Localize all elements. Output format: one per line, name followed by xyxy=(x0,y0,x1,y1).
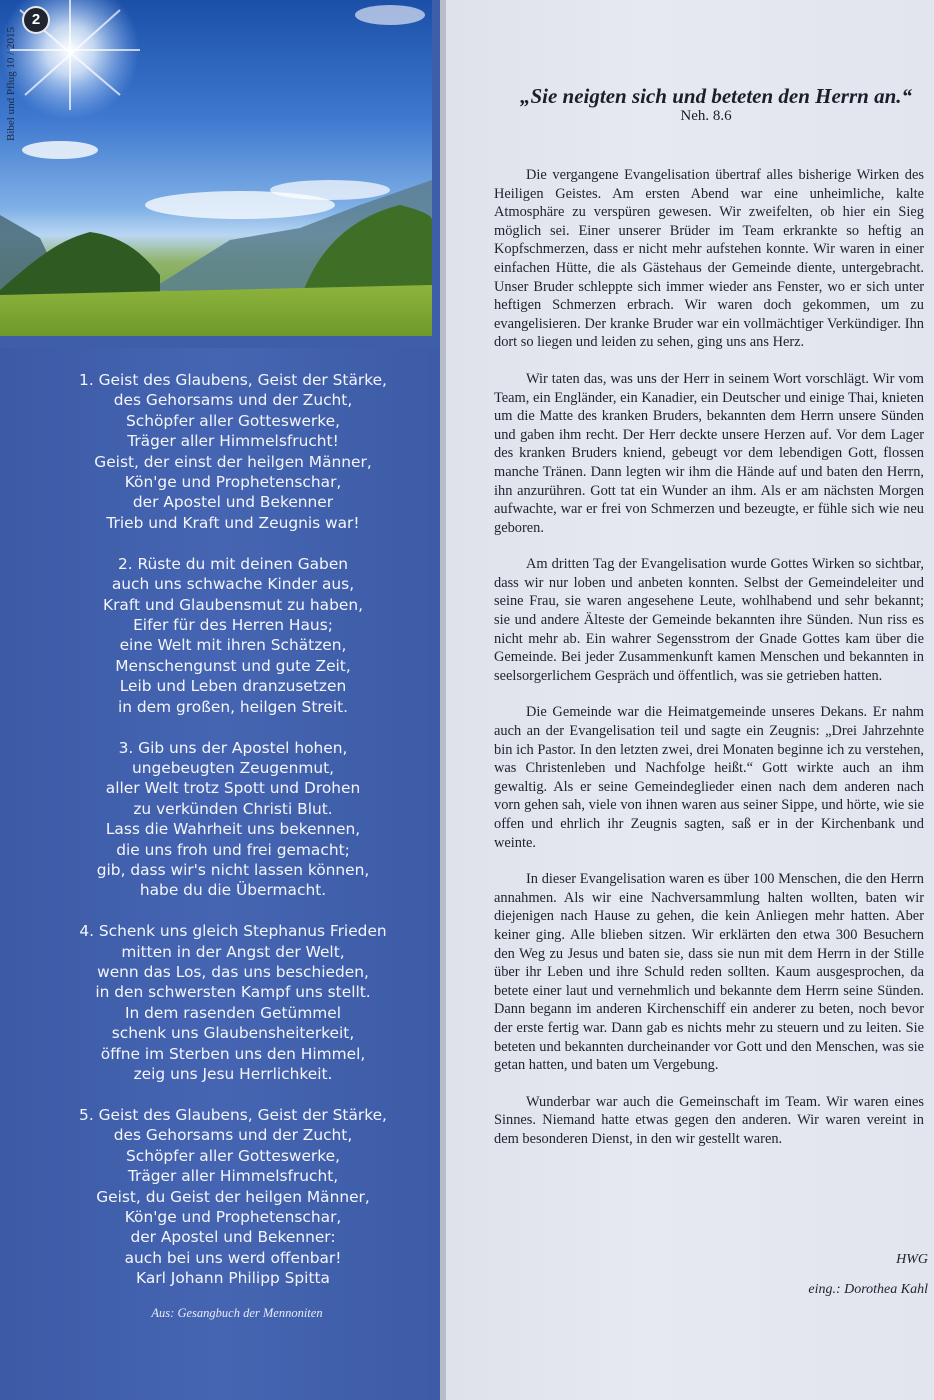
hymn-stanza-1 xyxy=(36,370,430,533)
hymn-line: aller Welt trotz Spott und Drohen xyxy=(105,779,361,798)
hymn-panel xyxy=(0,348,440,1400)
submitted-by: eing.: Dorothea Kahl xyxy=(808,1282,928,1297)
hymn-line: der Apostel und Bekenner: xyxy=(130,1228,336,1247)
hymn-line: Kraft und Glaubensmut zu haben, xyxy=(103,595,363,614)
hymn-line: öffne im Sterben uns den Himmel, xyxy=(100,1044,366,1063)
hymn-line: zeig uns Jesu Herrlichkeit. xyxy=(133,1065,333,1084)
hymn-text xyxy=(36,370,430,1289)
hymn-line: des Gehorsams und der Zucht, xyxy=(113,1126,353,1145)
hymn-line: wenn das Los, das uns beschieden, xyxy=(97,963,369,982)
hymn-line: mitten in der Angst der Welt, xyxy=(121,942,345,961)
hymn-line: ungebeugten Zeugenmut, xyxy=(131,758,335,777)
hymn-line: In dem rasenden Getümmel xyxy=(124,1003,342,1022)
hymn-line: Träger aller Himmelsfrucht, xyxy=(127,1167,339,1186)
hymn-stanza-3 xyxy=(36,738,430,901)
right-page xyxy=(446,0,934,1400)
hymn-line: schenk uns Glaubensheiterkeit, xyxy=(111,1024,355,1043)
hymn-line: Kön'ge und Prophetenschar, xyxy=(124,473,342,492)
article-paragraph: Wir taten das, was uns der Herr in seinem Wort vorschlägt. Wir vom Team, ein Engländer, ein Kanadier, ein Deutscher und einige Thai, knieten um die Matte des kranken Bruders, bekannten dem Herrn unsere Sünden und gaben ihm recht. Der Herr deckte unsere Herzen auf. Vor dem Lager des kranken Bruders kniend, gebeugt vor dem lebendigen Gott, flossen manche Tränen. Dann legten wir ihm die Hände auf und baten den Herrn, ihn anzurühren. Gott tat ein Wunder an ihm. Als er am nächsten Morgen aufwachte, war er frei von Schmerzen und bezeugte, er fühle sich wie neu geboren. xyxy=(494,370,924,536)
hymn-line: Schöpfer aller Gotteswerke, xyxy=(126,411,340,430)
article-paragraph: Wunderbar war auch die Gemeinschaft im Team. Wir waren eines Sinnes. Niemand hatte etwas gegen den anderen. Wir waren vereint in dem besonderen Dienst, in den wir gestellt waren. xyxy=(494,1093,924,1147)
hymn-source: Aus: Gesangbuch der Mennoniten xyxy=(151,1306,323,1320)
hymn-stanza-4 xyxy=(36,921,430,1084)
hymn-line: Leib und Leben dranzusetzen xyxy=(119,677,347,696)
hymn-line: auch bei uns werd offenbar! xyxy=(124,1248,342,1267)
magazine-caption: Bibel und Pflug 10 / 2015 xyxy=(5,27,17,141)
hymn-line: zu verkünden Christi Blut. xyxy=(133,799,333,818)
hymn-stanza-2 xyxy=(36,554,430,717)
landscape-illustration xyxy=(0,0,432,336)
hymn-line: Kön'ge und Prophetenschar, xyxy=(124,1208,342,1227)
hymn-line: Schöpfer aller Gotteswerke, xyxy=(126,1146,340,1165)
hymn-stanza-5 xyxy=(36,1105,430,1268)
hymn-line: der Apostel und Bekenner xyxy=(132,493,334,512)
page-number-badge: 2 xyxy=(24,8,48,32)
hymn-line: 1. Geist des Glaubens, Geist der Stärke, xyxy=(79,371,387,389)
hymn-line: Eifer für des Herren Haus; xyxy=(133,615,333,634)
bible-reference: Neh. 8.6 xyxy=(680,108,732,124)
hymn-line: 3. Gib uns der Apostel hohen, xyxy=(118,738,348,757)
article-paragraph: Die Gemeinde war die Heimatgemeinde unseres Dekans. Er nahm auch an der Evangelisation teil und sagte ein Zeugnis: „Drei Jahrzehnte bin ich Pastor. In den letzten zwei, drei Monaten beginne ich zu verstehen, was Christenleben und Nachfolge heißt.“ Gott wirkte auch an ihm gewaltig. Als er seine Gemeindeglieder einen nach dem anderen nach vorn gehen sah, viele von ihnen waren aus seiner Sippe, und hörte, wie sie offen und ehrlich ihr Zeugnis sagten, saß er in der Kirchenbank und weinte. xyxy=(494,704,924,851)
hymn-line: des Gehorsams und der Zucht, xyxy=(113,391,353,410)
hymn-line: auch uns schwache Kinder aus, xyxy=(111,575,355,594)
author-signature: HWG xyxy=(896,1252,928,1267)
hymn-line: eine Welt mit ihren Schätzen, xyxy=(119,636,347,655)
hymn-author: Karl Johann Philipp Spitta xyxy=(136,1269,330,1288)
article-paragraph: In dieser Evangelisation waren es über 100 Menschen, die den Herrn annahmen. Als wir eine Nachversammlung halten wollten, baten wir diejenigen nach Hause zu gehen, die kein Anliegen mehr hatten. Aber keiner ging. Alle blieben sitzen. Wir erklärten den etwa 300 Besuchern den Weg zu Jesus und baten sie, dass sie nun mit dem Herrn in der Stille über ihr Leben und ihre Schuld reden sollten. Kaum ausgesprochen, da betete einer laut und vernehmlich und bekannte dem Herrn seine Sünden. Dann begann im anderen Kirchenschiff ein anderer zu beten, noch bevor der erste fertig war. Dann gab es nichts mehr zu steuern und zu leiten. Sie beteten und bekannten durcheinander vor Gott und den Menschen, was sie getan hatten, und baten um Vergebung. xyxy=(494,871,924,1074)
hymn-line: Lass die Wahrheit uns bekennen, xyxy=(105,820,361,839)
left-page xyxy=(0,0,440,1400)
hymn-line: die uns froh und frei gemacht; xyxy=(116,840,350,859)
hymn-line: 5. Geist des Glaubens, Geist der Stärke, xyxy=(79,1106,387,1124)
article-paragraph: Am dritten Tag der Evangelisation wurde Gottes Wirken so sichtbar, dass wir nur loben und anbeten konnten. Selbst der Gemeindeleiter und seine Frau, sie waren angesehene Leute, wohlhabend und sehr bekannt; sie und andere Älteste der Gemeinde bekannten ihre Sünden. Nun riss es nicht mehr ab. Ein wahrer Segensstrom der Gnade Gottes kam über die Gemeinde. Bei jeder Zusammenkunft kamen Menschen und bekannten in seelsorgerlichem Gespräch und öffentlich, was sie getrieben hatten. xyxy=(494,556,924,684)
hymn-line: Menschengunst und gute Zeit, xyxy=(115,656,351,675)
article-paragraph: Die vergangene Evangelisation übertraf alles bisherige Wirken des Heiligen Geistes. Am ersten Abend war eine unheimliche, kalte Atmosphäre zu verspüren gewesen. Wir zweifelten, ob hier ein Sieg möglich sei. Einer unserer Brüder im Team erkrankte so heftig an Kopfschmerzen, dass er nicht mehr aufstehen konnte. Wir waren in einer einfachen Hütte, die als Gästehaus der Gemeinde diente, untergebracht. Unser Bruder schleppte sich immer wieder ans Fenster, wo er sich unter heftigen Schmerzen erbrach. Wir waren doch gekommen, um zu evangelisieren. Der kranke Bruder war ein vollmächtiger Verkündiger. Ihn dort so liegen und leiden zu sehen, ging uns ans Herz. xyxy=(494,167,924,351)
hymn-line: 4. Schenk uns gleich Stephanus Frieden xyxy=(79,922,387,941)
hymn-line: Geist, du Geist der heilgen Männer, xyxy=(96,1187,370,1206)
hymn-line: 2. Rüste du mit deinen Gaben xyxy=(117,554,349,573)
hymn-line: in den schwersten Kampf uns stellt. xyxy=(95,983,371,1002)
hymn-line: in dem großen, heilgen Streit. xyxy=(117,697,349,716)
hymn-line: Träger aller Himmelsfrucht! xyxy=(127,432,339,451)
hymn-line: Trieb und Kraft und Zeugnis war! xyxy=(106,513,360,532)
mountain-landscape-photo xyxy=(0,0,432,336)
article-title: „Sie neigten sich und beteten den Herrn an.“ xyxy=(519,84,913,108)
hymn-line: habe du die Übermacht. xyxy=(139,881,327,900)
hymn-line: gib, dass wir's nicht lassen können, xyxy=(96,860,370,879)
article-body xyxy=(494,166,924,1167)
hymn-line: Geist, der einst der heilgen Männer, xyxy=(94,452,372,471)
